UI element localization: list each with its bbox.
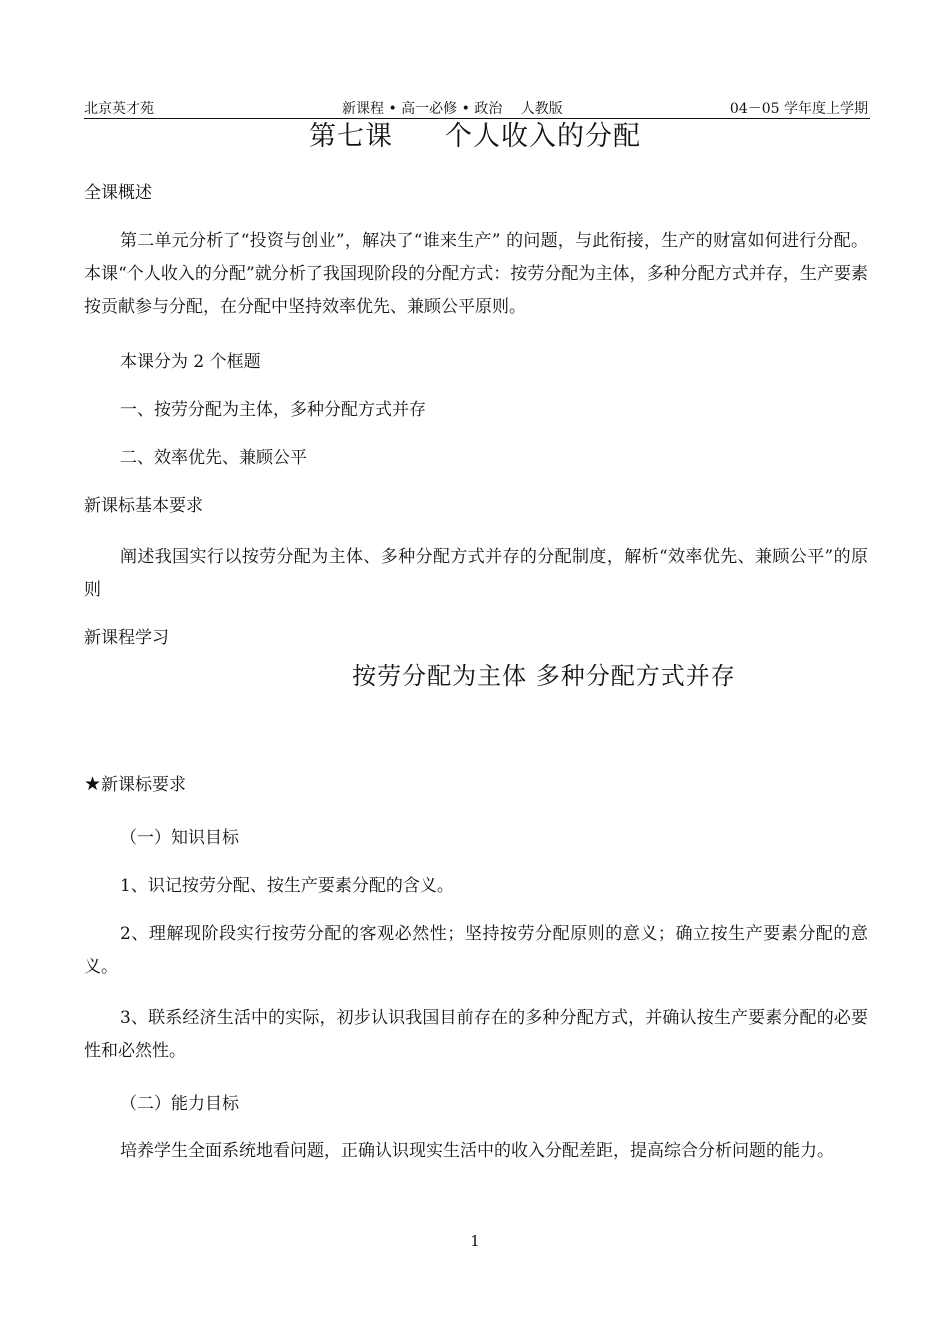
knowledge-item-3: 3、联系经济生活中的实际，初步认识我国目前存在的多种分配方式，并确认按生产要素分配的必要性和必然性。 bbox=[84, 1008, 868, 1061]
section-subtitle: 按劳分配为主体 多种分配方式并存 bbox=[352, 662, 736, 690]
frames-intro: 本课分为 2 个框题 bbox=[120, 352, 261, 372]
ability-heading: （二）能力目标 bbox=[120, 1094, 239, 1114]
lesson-title-name: 个人收入的分配 bbox=[445, 121, 641, 152]
knowledge-heading: （一）知识目标 bbox=[120, 828, 239, 848]
header-publisher: 北京英才苑 bbox=[84, 101, 154, 117]
header-course: 新课程 • 高一必修 • 政治 人教版 bbox=[342, 101, 563, 117]
knowledge-item-2: 2、理解现阶段实行按劳分配的客观必然性；坚持按劳分配原则的意义；确立按生产要素分配的意义。 bbox=[84, 924, 868, 977]
ability-paragraph: 培养学生全面系统地看问题，正确认识现实生活中的收入分配差距，提高综合分析问题的能力。 bbox=[120, 1141, 834, 1161]
header-term: 04－05 学年度上学期 bbox=[729, 101, 868, 117]
study-heading: 新课程学习 bbox=[84, 628, 169, 648]
page-number: 1 bbox=[470, 1232, 480, 1250]
standards-paragraph: 阐述我国实行以按劳分配为主体、多种分配方式并存的分配制度，解析“效率优先、兼顾公平”的原则 bbox=[84, 547, 868, 600]
lesson-title bbox=[0, 114, 950, 153]
knowledge-item-1: 1、识记按劳分配、按生产要素分配的含义。 bbox=[120, 876, 454, 896]
requirements-heading-text: 新课标要求 bbox=[101, 775, 187, 795]
overview-heading: 全课概述 bbox=[84, 183, 152, 203]
requirements-heading bbox=[84, 768, 868, 801]
star-icon: ★ bbox=[84, 773, 102, 795]
frame-item-2: 二、效率优先、兼顾公平 bbox=[120, 448, 307, 468]
overview-paragraph: 第二单元分析了“投资与创业”，解决了“谁来生产” 的问题，与此衔接，生产的财富如何进行分配。本课“个人收入的分配”就分析了我国现阶段的分配方式：按劳分配为主体，多种分配方式并存，生产要素按贡献参与分配，在分配中坚持效率优先、兼顾公平原则。 bbox=[84, 231, 868, 317]
lesson-title-number: 第七课 bbox=[309, 121, 393, 152]
frame-item-1: 一、按劳分配为主体，多种分配方式并存 bbox=[120, 400, 426, 420]
standards-heading: 新课标基本要求 bbox=[84, 496, 203, 516]
